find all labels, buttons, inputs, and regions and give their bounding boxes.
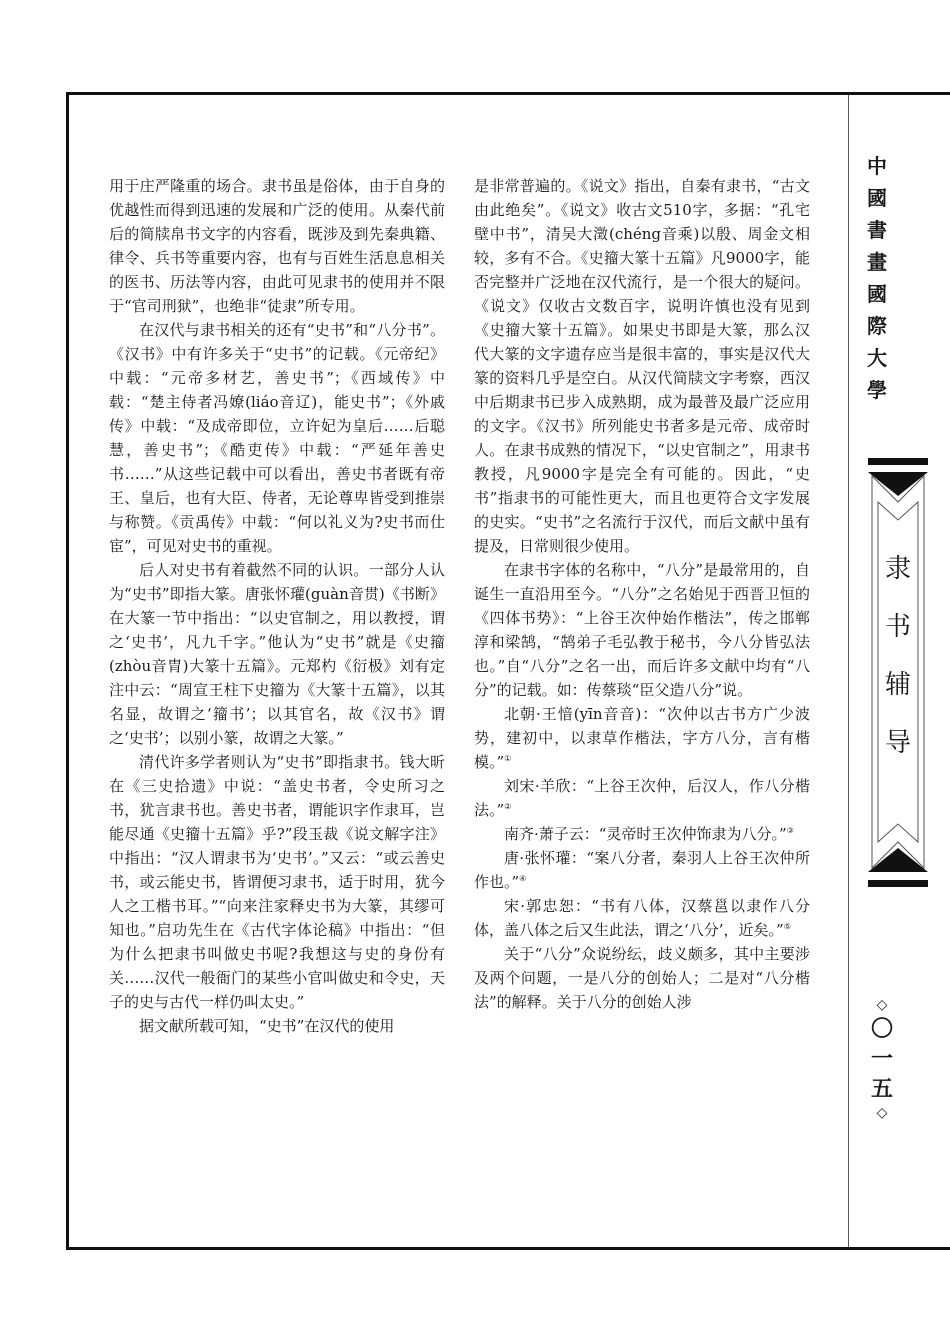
left-paragraph-3: 后人对史书有着截然不同的认识。一部分人认为“史书”即指大篆。唐张怀瓘(guàn音贯)《书断》在大篆一节中指出：“以史官制之，用以教授，谓之‘史书’，凡九千字。”他认为“史书”就是《史籀(zhòu音胄)大篆十五篇》。元郑杓《衍极》刘有定注中云：“周宣王柱下史籀为《大篆十五篇》，以其名显，故谓之‘籀书’；以其官名，故《汉书》谓之‘史书’；以别小篆，故谓之大篆。” (109, 561, 445, 747)
footnote-marker-2: ② (504, 802, 512, 811)
brand-char: 中 (867, 154, 887, 178)
right-paragraph-8 (474, 942, 810, 1014)
footnote-marker-3: ③ (786, 826, 794, 835)
right-paragraph-5 (474, 822, 810, 846)
section-char: 隶 (884, 554, 911, 584)
sidebar-divider (848, 95, 849, 1247)
left-column (109, 174, 445, 1038)
brand-char: 畫 (867, 250, 887, 274)
section-bar-bottom (868, 880, 928, 887)
page-number-char: 五 (870, 1076, 893, 1102)
page-number (862, 996, 902, 1122)
paragraph-text: 唐·张怀瓘：“案八分者，秦羽人上谷王次仲所作也。” (474, 849, 810, 891)
page-number-char: 〇 (870, 1016, 893, 1042)
paragraph-text: 南齐·萧子云：“灵帝时王次仲饰隶为八分。” (504, 825, 787, 843)
right-column (474, 174, 810, 1014)
right-paragraph-3 (474, 702, 810, 774)
brand-char: 學 (867, 378, 887, 402)
section-bar-top (868, 458, 928, 465)
left-paragraph-5: 据文献所载可知，“史书”在汉代的使用 (139, 1017, 395, 1035)
section-char: 书 (884, 612, 911, 642)
paragraph-text: 是非常普遍的。《说文》指出，自秦有隶书，“古文由此绝矣”。《说文》收古文510字，多据：“孔宅壁中书”，清吴大澂(chéng音乘)以殷、周金文相较，多有不合。《史籀大篆十五篇》凡9000字，能否完整并广泛地在汉代流行，是一个很大的疑问。《说文》仅收古文数百字，说明许慎也没有见到《史籀大篆十五篇》。如果史书即是大篆，那么汉代大篆的文字遗存应当是很丰富的，事实是汉代大篆的资料几乎是空白。从汉代简牍文字考察，西汉中后期隶书已步入成熟期，成为最普及最广泛应用的文字。《汉书》所列能史书者多是元帝、成帝时人。在隶书成熟的情况下，“以史官制之”，用隶书教授，凡9000字是完全有可能的。因此，“史书”指隶书的可能性更大，而且也更符合文字发展的史实。“史书”之名流行于汉代，而后文献中虽有提及，日常则很少使用。 (474, 177, 810, 555)
left-paragraph-1: 用于庄严隆重的场合。隶书虽是俗体，由于自身的优越性而得到迅速的发展和广泛的使用。从秦代前后的简牍帛书文字的内容看，既涉及到先秦典籍、律令、兵书等重要内容，也有与百姓生活息息相关的医书、历法等内容，由此可见隶书的使用并不限于“官司刑狱”，也绝非“徒隶”所专用。 (109, 177, 445, 315)
right-paragraph-6 (474, 846, 810, 894)
right-paragraph-1 (474, 174, 810, 558)
paragraph-text: 刘宋·羊欣：“上谷王次仲，后汉人，作八分楷法。” (474, 777, 810, 819)
paragraph-text: 在隶书字体的名称中，“八分”是最常用的，自诞生一直沿用至今。“八分”之名始见于西晋卫恒的《四体书势》：“上谷王次仲始作楷法”，传之邯郸淳和梁鹄，“鹄弟子毛弘教于秘书，今八分皆弘法也。”自“八分”之名一出，而后许多文献中均有“八分”的记载。如：传蔡琰“臣父造八分”说。 (474, 561, 810, 699)
brand-char: 國 (867, 186, 887, 210)
brand-char: 書 (867, 218, 887, 242)
brand-char: 際 (867, 314, 887, 338)
diamond-icon: ◇ (876, 1105, 888, 1121)
footnote-marker-1: ① (504, 754, 512, 763)
page-number-char: 一 (870, 1046, 893, 1072)
footnote-marker-4: ④ (519, 874, 527, 883)
brand-char: 大 (867, 346, 887, 370)
right-paragraph-4 (474, 774, 810, 822)
section-char: 导 (884, 728, 911, 758)
paragraph-text: 关于“八分”众说纷纭，歧义颇多，其中主要涉及两个问题，一是八分的创始人；二是对“八分楷法”的解释。关于八分的创始人涉 (474, 945, 810, 1011)
brand-char: 國 (867, 282, 887, 306)
left-paragraph-4: 清代许多学者则认为“史书”即指隶书。钱大昕在《三史拾遗》中说：“盖史书者，令史所习之书，犹言隶书也。善史书者，谓能识字作隶耳，岂能尽通《史籀十五篇》乎?”段玉裁《说文解字注》中指出：“汉人谓隶书为‘史书’。”又云：“或云善史书，或云能史书，皆谓便习隶书，适于时用，犹今人之工楷书耳。”“向来注家释史书为大篆，其缪可知也。”启功先生在《古代字体论稿》中指出：“但为什么把隶书叫做史书呢?我想这与史的身份有关……汉代一般衙门的某些小官叫做史和令史，天子的史与古代一样仍叫太史。” (109, 753, 445, 1011)
footnote-marker-5: ⑤ (783, 922, 791, 931)
section-char: 辅 (884, 670, 911, 700)
paragraph-text: 北朝·王愔(yīn音音)：“次仲以古书方广少波势，建初中，以隶草作楷法，字方八分，言有楷模。” (474, 705, 810, 771)
brand-vertical-title (860, 150, 894, 406)
right-paragraph-7 (474, 894, 810, 942)
paragraph-text: 宋·郭忠恕：“书有八体，汉蔡邕以隶作八分体，盖八体之后又生此法，谓之‘八分’，近矣。” (474, 897, 810, 939)
left-paragraph-2: 在汉代与隶书相关的还有“史书”和“八分书”。《汉书》中有许多关于“史书”的记载。《元帝纪》中载：“元帝多材艺，善史书”；《西域传》中载：“楚主侍者冯嫽(liáo音辽)，能史书”；《外戚传》中载：“及成帝即位，立许妃为皇后……后聪慧，善史书”；《酷吏传》中载：“严延年善史书……”从这些记载中可以看出，善史书者既有帝王、皇后，也有大臣、侍者，无论尊卑皆受到推崇与称赞。《贡禹传》中载：“何以礼义为?史书而仕宦”，可见对史书的重视。 (109, 321, 445, 555)
section-title (868, 540, 928, 772)
diamond-icon: ◇ (876, 997, 888, 1013)
right-paragraph-2 (474, 558, 810, 702)
